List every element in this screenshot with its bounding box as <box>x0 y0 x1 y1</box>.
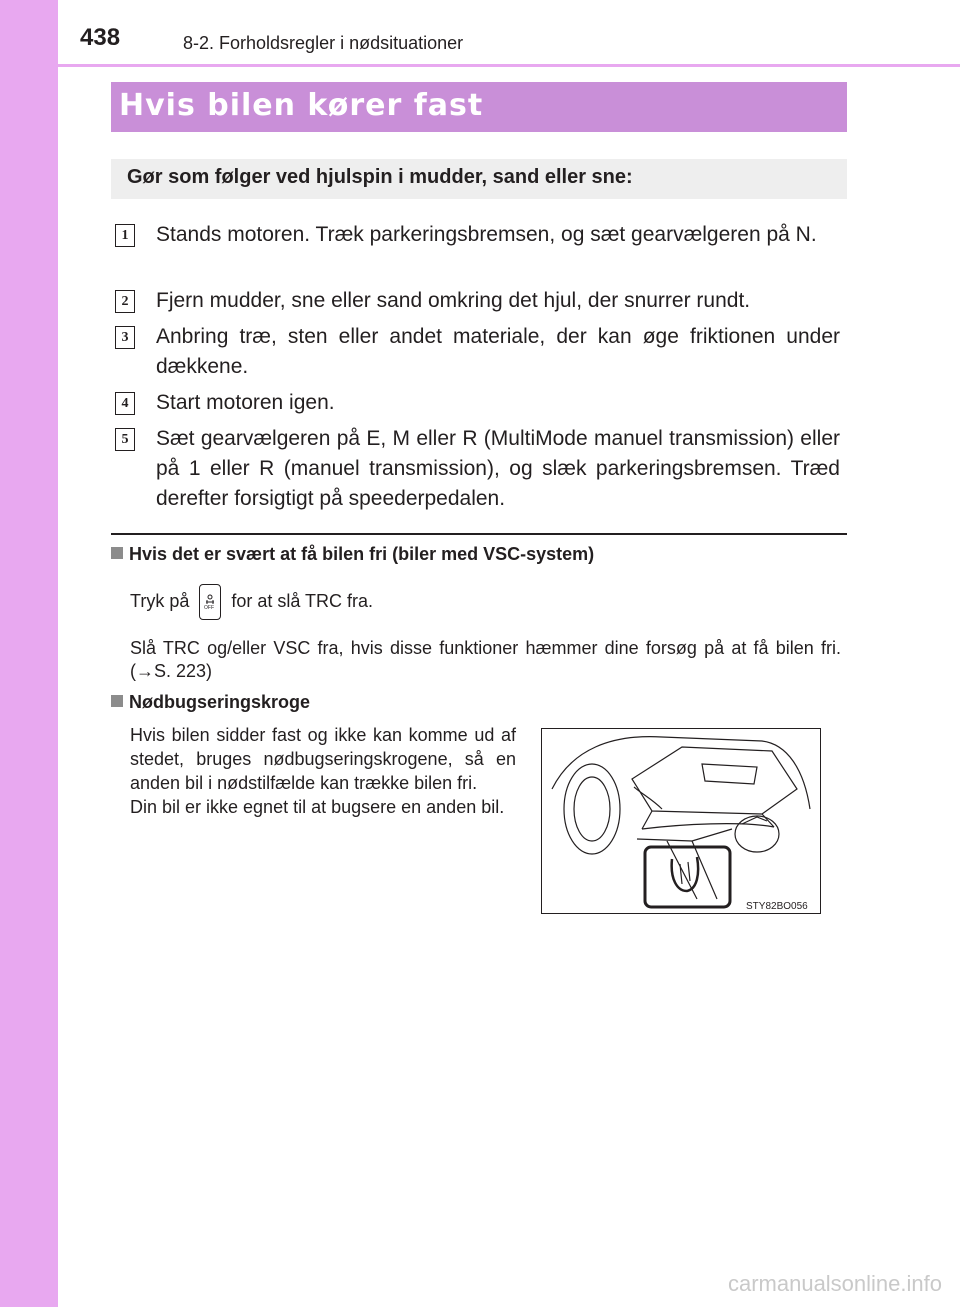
section-divider <box>111 533 847 535</box>
watermark: carmanualsonline.info <box>727 1271 942 1296</box>
car-underside-drawing <box>542 729 821 914</box>
intro-box: Gør som følger ved hjulspin i mudder, sand eller sne: <box>111 159 847 199</box>
svg-text:OFF: OFF <box>204 605 215 610</box>
tow-paragraph <box>130 723 516 819</box>
towing-hook-illustration <box>541 728 821 914</box>
side-tab <box>0 0 58 1307</box>
step-text: Stands motoren. Træk parkeringsbremsen, og sæt gearvælgeren på N. <box>156 223 817 246</box>
tow-paragraph-1: Hvis bilen sidder fast og ikke kan komme ud af stedet, bruges nødbugseringskrogene, så en anden bil i nødstilfælde kan trække bilen fri. <box>130 725 516 793</box>
step-text: Sæt gearvælgeren på E, M eller R (MultiMode manuel transmission) eller på 1 eller R (manuel transmission), og slæk parkeringsbremsen. Træd derefter forsigtigt på speederpedalen. <box>156 427 840 510</box>
vsc-paragraph: Slå TRC og/eller VSC fra, hvis disse funktioner hæmmer dine forsøg på at få bilen fri. (→S. 223) <box>130 638 841 681</box>
trc-off-button-icon <box>199 584 221 620</box>
tow-paragraph-2: Din bil er ikke egnet til at bugsere en anden bil. <box>130 797 505 817</box>
vsc-heading <box>111 544 594 565</box>
press-after-text: for at slå TRC fra. <box>231 590 374 611</box>
vsc-heading-text: Hvis det er svært at få bilen fri (biler med VSC-system) <box>129 544 595 564</box>
page-title: Hvis bilen kører fast <box>111 82 847 132</box>
press-before-text: Tryk på <box>130 590 190 611</box>
bullet-square-icon <box>111 695 123 707</box>
press-instruction <box>130 584 373 620</box>
step-number: 2 <box>115 290 135 313</box>
step-text: Fjern mudder, sne eller sand omkring det hjul, der snurrer rundt. <box>156 289 751 312</box>
step-text: Start motoren igen. <box>156 391 335 414</box>
header-rule <box>58 64 960 67</box>
step-number: 1 <box>115 224 135 247</box>
figure-code: STY82BO056 <box>746 901 808 912</box>
tow-heading-text: Nødbugseringskroge <box>129 692 311 712</box>
bullet-square-icon <box>111 547 123 559</box>
step-text: Anbring træ, sten eller andet materiale, der kan øge friktionen under dækkene. <box>156 325 840 378</box>
section-label: 8-2. Forholdsregler i nødsituationer <box>183 33 464 53</box>
step-number: 4 <box>115 392 135 415</box>
step-number: 5 <box>115 428 135 451</box>
step-number: 3 <box>115 326 135 349</box>
page-number: 438 <box>80 24 121 51</box>
tow-heading <box>111 692 310 713</box>
